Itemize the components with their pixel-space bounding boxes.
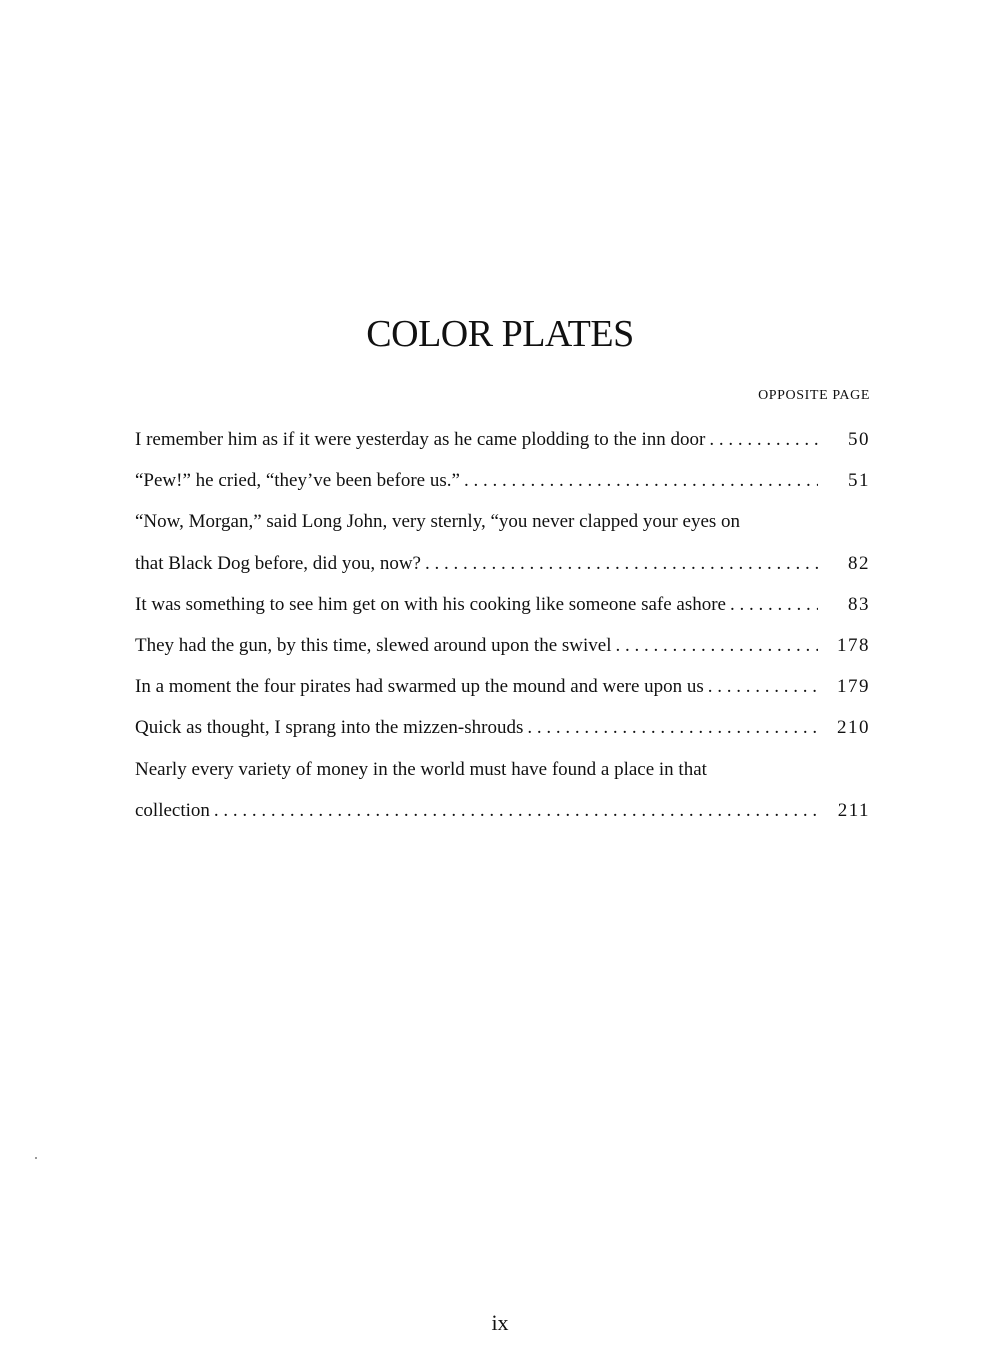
dot-leader <box>705 419 818 460</box>
dot-leader <box>612 625 819 666</box>
plate-page-number: 82 <box>848 552 870 574</box>
plate-caption: It was something to see him get on with his cooking like someone safe ashore <box>135 593 726 615</box>
plate-caption: I remember him as if it were yesterday as he came plodding to the inn door <box>135 429 706 450</box>
plate-caption: “Pew!” he cried, “they’ve been before us.” <box>135 470 460 492</box>
dot-leader <box>460 460 818 501</box>
dot-leader <box>210 790 818 831</box>
column-header: OPPOSITE PAGE <box>758 388 870 403</box>
scan-speck <box>35 1157 37 1159</box>
plate-page-number: 178 <box>837 634 870 656</box>
list-item <box>135 584 870 625</box>
plate-page-number: 179 <box>837 676 870 698</box>
plate-list <box>135 419 870 831</box>
plate-caption: They had the gun, by this time, slewed around upon the swivel <box>135 634 612 656</box>
plate-page-number: 210 <box>837 717 870 739</box>
plate-caption: that Black Dog before, did you, now? <box>135 552 421 574</box>
list-item <box>135 543 870 584</box>
dot-leader <box>726 584 818 625</box>
page-title: COLOR PLATES <box>366 313 634 355</box>
list-item <box>135 419 870 460</box>
list-item <box>135 460 870 501</box>
plate-page-number: 83 <box>848 593 870 615</box>
plate-page-number: 51 <box>848 470 870 492</box>
dot-leader <box>523 707 818 748</box>
list-item-continued-line <box>135 501 870 542</box>
plate-caption: Quick as thought, I sprang into the mizzen-shrouds <box>135 717 524 739</box>
page-folio: ix <box>491 1310 509 1335</box>
plate-caption: In a moment the four pirates had swarmed up the mound and were upon us <box>135 676 704 698</box>
list-item <box>135 625 870 666</box>
list-item <box>135 790 870 831</box>
dot-leader <box>421 543 818 584</box>
list-item-continued-line <box>135 749 870 790</box>
plate-caption-first-line: “Now, Morgan,” said Long John, very sternly, “you never clapped your eyes on <box>135 511 741 533</box>
plate-page-number: 50 <box>848 429 870 450</box>
plate-page-number: 211 <box>837 799 870 821</box>
list-item <box>135 666 870 707</box>
list-item <box>135 707 870 748</box>
plate-caption: collection <box>135 799 210 821</box>
plate-caption-first-line: Nearly every variety of money in the world must have found a place in that <box>135 758 707 780</box>
dot-leader <box>704 666 818 707</box>
